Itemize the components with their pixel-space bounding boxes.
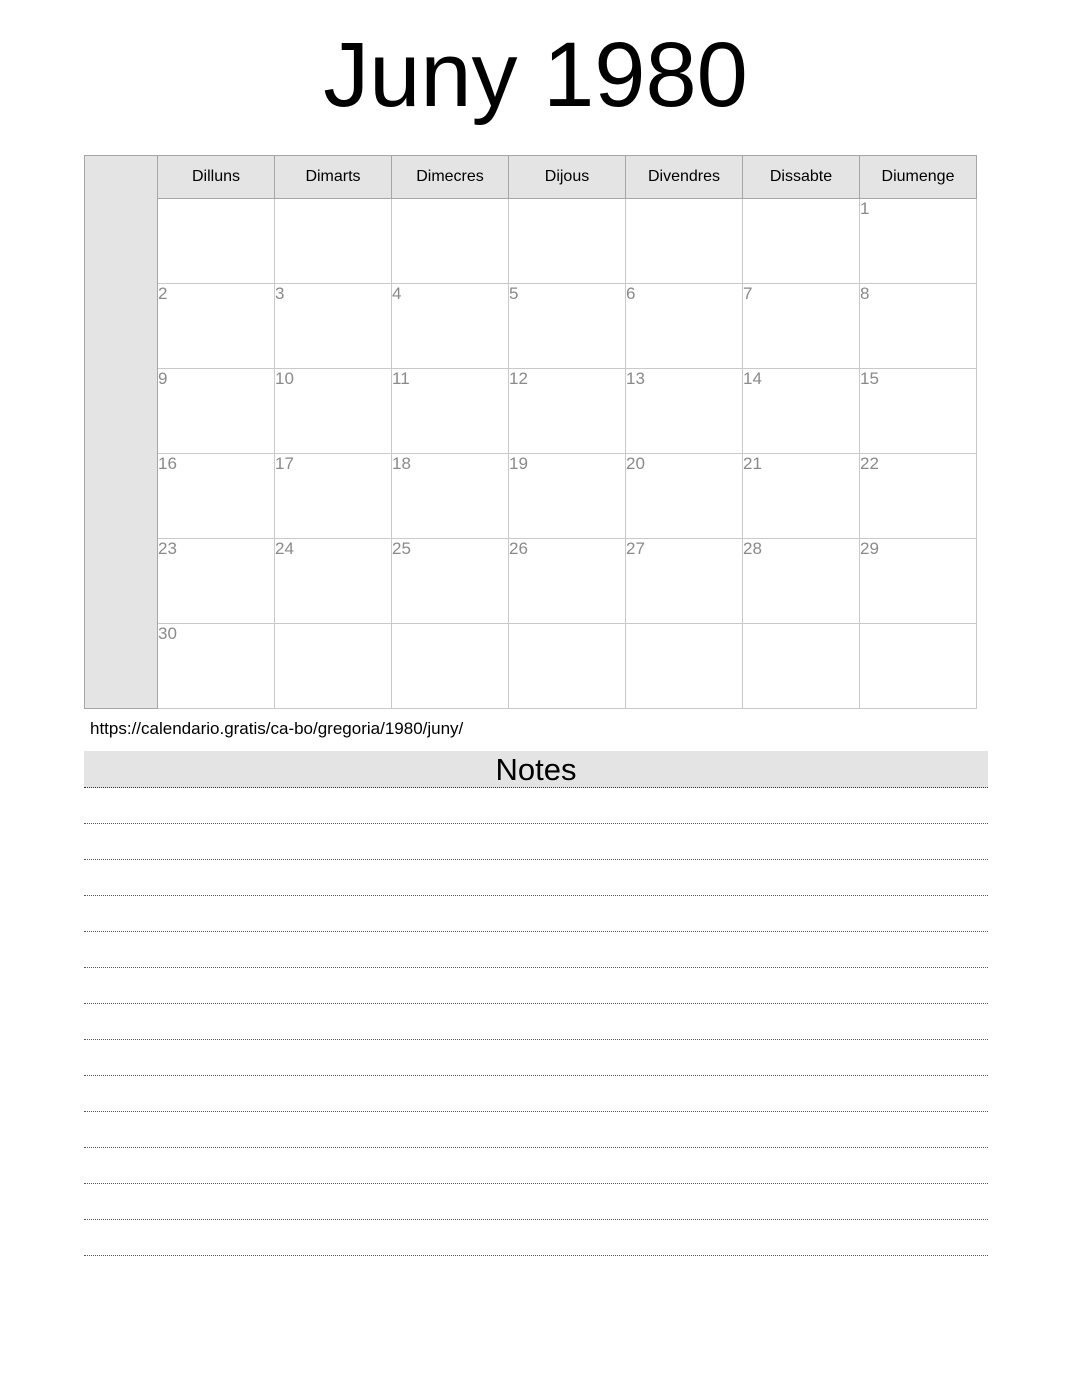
day-cell: 30 xyxy=(158,624,275,709)
day-header: Divendres xyxy=(626,156,743,199)
calendar-header-row xyxy=(85,156,977,199)
calendar-week-row xyxy=(85,369,977,454)
day-cell xyxy=(626,199,743,284)
day-cell: 9 xyxy=(158,369,275,454)
notes-header: Notes xyxy=(84,751,988,788)
note-line xyxy=(84,968,988,1004)
note-line xyxy=(84,1220,988,1256)
note-line xyxy=(84,1076,988,1112)
day-header: Dissabte xyxy=(743,156,860,199)
note-line xyxy=(84,1040,988,1076)
day-cell: 4 xyxy=(392,284,509,369)
day-cell: 20 xyxy=(626,454,743,539)
day-cell: 28 xyxy=(743,539,860,624)
day-cell: 14 xyxy=(743,369,860,454)
day-cell: 17 xyxy=(275,454,392,539)
note-line xyxy=(84,932,988,968)
day-cell: 6 xyxy=(626,284,743,369)
day-cell: 27 xyxy=(626,539,743,624)
note-line xyxy=(84,896,988,932)
day-cell: 13 xyxy=(626,369,743,454)
day-cell xyxy=(392,624,509,709)
day-cell: 18 xyxy=(392,454,509,539)
calendar-table xyxy=(84,155,977,709)
day-header: Dimarts xyxy=(275,156,392,199)
day-cell: 15 xyxy=(860,369,977,454)
day-cell xyxy=(626,624,743,709)
note-line xyxy=(84,1148,988,1184)
day-cell: 19 xyxy=(509,454,626,539)
calendar-week-row xyxy=(85,539,977,624)
calendar-week-row xyxy=(85,624,977,709)
day-cell xyxy=(275,624,392,709)
note-line xyxy=(84,1112,988,1148)
calendar-url: https://calendario.gratis/ca-bo/gregoria/1980/juny/ xyxy=(90,719,464,738)
day-cell: 16 xyxy=(158,454,275,539)
day-cell: 23 xyxy=(158,539,275,624)
day-cell xyxy=(509,624,626,709)
day-cell: 2 xyxy=(158,284,275,369)
calendar-week-row xyxy=(85,454,977,539)
day-cell: 22 xyxy=(860,454,977,539)
day-cell: 21 xyxy=(743,454,860,539)
day-header: Dijous xyxy=(509,156,626,199)
day-cell: 12 xyxy=(509,369,626,454)
notes-lines xyxy=(84,788,988,1256)
calendar-week-row xyxy=(85,284,977,369)
day-cell: 26 xyxy=(509,539,626,624)
day-cell: 24 xyxy=(275,539,392,624)
day-header: Dilluns xyxy=(158,156,275,199)
note-line xyxy=(84,860,988,896)
day-cell xyxy=(743,624,860,709)
day-cell xyxy=(743,199,860,284)
day-cell: 1 xyxy=(860,199,977,284)
week-number-column xyxy=(85,156,158,709)
day-cell: 11 xyxy=(392,369,509,454)
day-cell xyxy=(509,199,626,284)
day-header: Diumenge xyxy=(860,156,977,199)
note-line xyxy=(84,788,988,824)
day-cell: 3 xyxy=(275,284,392,369)
note-line xyxy=(84,1184,988,1220)
day-cell xyxy=(392,199,509,284)
day-cell xyxy=(158,199,275,284)
note-line xyxy=(84,1004,988,1040)
calendar-week-row xyxy=(85,199,977,284)
day-cell: 10 xyxy=(275,369,392,454)
day-cell: 29 xyxy=(860,539,977,624)
day-cell: 7 xyxy=(743,284,860,369)
day-header: Dimecres xyxy=(392,156,509,199)
note-line xyxy=(84,824,988,860)
page-title: Juny 1980 xyxy=(323,24,748,126)
day-cell: 8 xyxy=(860,284,977,369)
day-cell: 25 xyxy=(392,539,509,624)
day-cell xyxy=(860,624,977,709)
day-cell: 5 xyxy=(509,284,626,369)
day-cell xyxy=(275,199,392,284)
